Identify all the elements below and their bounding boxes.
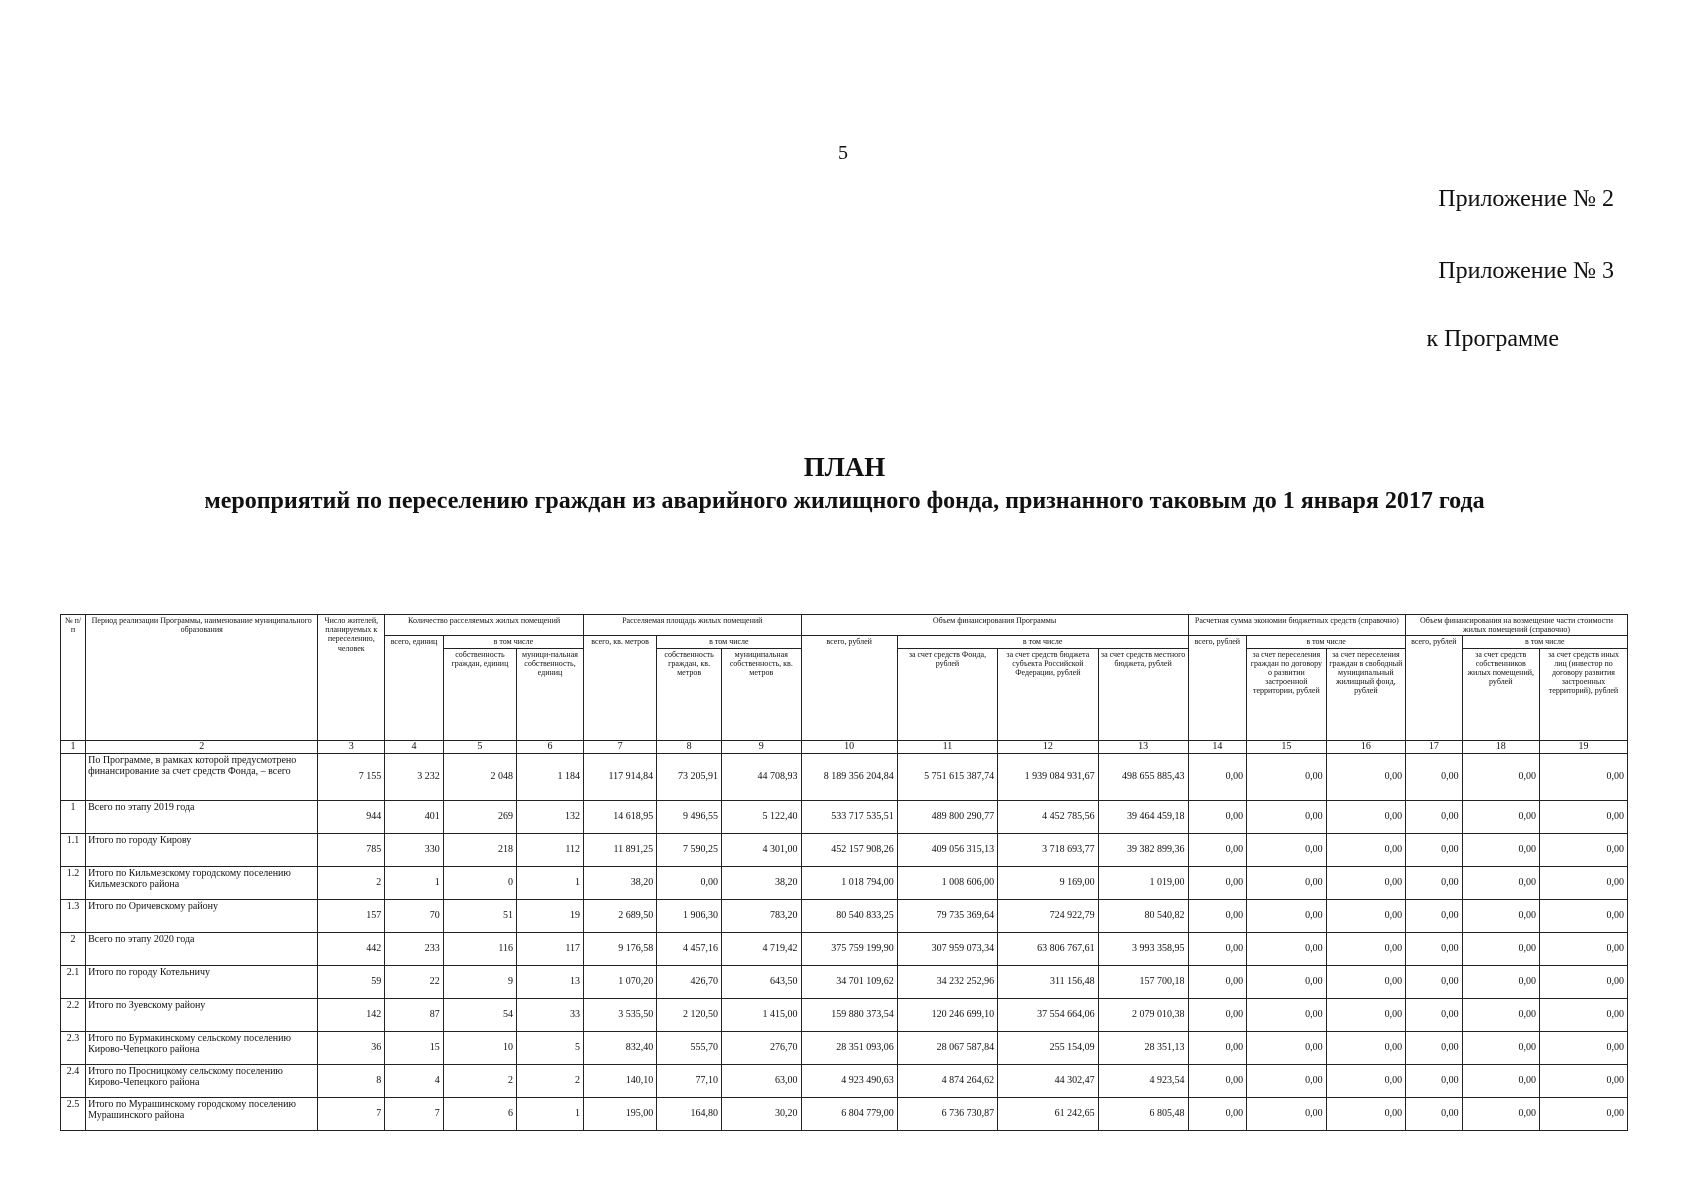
row-index: 1.3 [61,899,86,932]
header-group-area: Расселяемая площадь жилых помещений [583,615,801,636]
cell-col-16: 0,00 [1326,899,1406,932]
cell-col-15: 0,00 [1247,833,1326,866]
cell-col-14: 0,00 [1188,1031,1247,1064]
header-c19: за счет средств иных лиц (инвестор по договору развития застроенных территорий), рублей [1539,648,1627,740]
cell-col-8: 426,70 [657,965,722,998]
cell-col-18: 0,00 [1462,965,1539,998]
cell-col-11: 4 874 264,62 [897,1064,997,1097]
header-group-rooms: Количество расселяемых жилых помещений [385,615,584,636]
cell-col-5: 9 [443,965,516,998]
cell-col-17: 0,00 [1406,998,1462,1031]
cell-col-6: 13 [517,965,584,998]
column-number: 7 [583,740,656,753]
row-index [61,753,86,800]
cell-col-17: 0,00 [1406,800,1462,833]
cell-col-16: 0,00 [1326,833,1406,866]
cell-col-11: 6 736 730,87 [897,1097,997,1130]
column-numbers-row [61,740,1628,753]
cell-col-11: 489 800 290,77 [897,800,997,833]
cell-col-18: 0,00 [1462,866,1539,899]
table-row [61,833,1628,866]
cell-col-11: 307 959 073,34 [897,932,997,965]
cell-col-17: 0,00 [1406,1097,1462,1130]
column-number: 11 [897,740,997,753]
cell-col-5: 116 [443,932,516,965]
cell-col-12: 3 718 693,77 [998,833,1098,866]
cell-col-18: 0,00 [1462,753,1539,800]
table-row [61,965,1628,998]
row-name: Итого по Зуевскому району [86,998,318,1031]
cell-col-13: 3 993 358,95 [1098,932,1188,965]
header-including: в том числе [1247,636,1406,648]
cell-col-13: 80 540,82 [1098,899,1188,932]
row-index: 2.2 [61,998,86,1031]
cell-col-6: 1 [517,1097,584,1130]
table-row [61,932,1628,965]
cell-col-12: 724 922,79 [998,899,1098,932]
cell-col-12: 63 806 767,61 [998,932,1098,965]
cell-col-3: 944 [318,800,385,833]
cell-col-5: 0 [443,866,516,899]
cell-col-7: 140,10 [583,1064,656,1097]
cell-col-18: 0,00 [1462,932,1539,965]
column-number: 13 [1098,740,1188,753]
cell-col-18: 0,00 [1462,800,1539,833]
cell-col-11: 120 246 699,10 [897,998,997,1031]
column-number: 8 [657,740,722,753]
cell-col-3: 7 [318,1097,385,1130]
row-name: Итого по Мурашинскому городскому поселению Мурашинского района [86,1097,318,1130]
cell-col-17: 0,00 [1406,1064,1462,1097]
cell-col-7: 195,00 [583,1097,656,1130]
cell-col-18: 0,00 [1462,1031,1539,1064]
cell-col-16: 0,00 [1326,965,1406,998]
header-group-economy: Расчетная сумма экономии бюджетных средств (справочно) [1188,615,1406,636]
header-c5: собственность граждан, единиц [443,648,516,740]
cell-col-10: 4 923 490,63 [801,1064,897,1097]
cell-col-16: 0,00 [1326,932,1406,965]
row-name: Итого по Просницкому сельскому поселению Кирово-Чепецкого района [86,1064,318,1097]
cell-col-15: 0,00 [1247,899,1326,932]
cell-col-11: 409 056 315,13 [897,833,997,866]
cell-col-3: 7 155 [318,753,385,800]
cell-col-15: 0,00 [1247,1097,1326,1130]
cell-col-13: 157 700,18 [1098,965,1188,998]
row-index: 2 [61,932,86,965]
header-including: в том числе [897,636,1188,648]
cell-col-19: 0,00 [1539,998,1627,1031]
cell-col-5: 2 [443,1064,516,1097]
row-index: 2.3 [61,1031,86,1064]
cell-col-14: 0,00 [1188,866,1247,899]
cell-col-9: 63,00 [722,1064,802,1097]
cell-col-4: 401 [385,800,444,833]
cell-col-9: 4 301,00 [722,833,802,866]
cell-col-10: 8 189 356 204,84 [801,753,897,800]
cell-col-5: 6 [443,1097,516,1130]
cell-col-8: 2 120,50 [657,998,722,1031]
column-number: 5 [443,740,516,753]
cell-col-4: 15 [385,1031,444,1064]
cell-col-9: 4 719,42 [722,932,802,965]
cell-col-9: 38,20 [722,866,802,899]
cell-col-14: 0,00 [1188,965,1247,998]
row-name: Итого по городу Кирову [86,833,318,866]
header-c4: всего, единиц [385,636,444,740]
cell-col-9: 30,20 [722,1097,802,1130]
cell-col-4: 3 232 [385,753,444,800]
cell-col-17: 0,00 [1406,833,1462,866]
document-title: ПЛАН [803,452,886,482]
cell-col-3: 59 [318,965,385,998]
cell-col-13: 498 655 885,43 [1098,753,1188,800]
row-index: 2.1 [61,965,86,998]
cell-col-10: 28 351 093,06 [801,1031,897,1064]
header-c9: муниципальная собственность, кв. метров [722,648,802,740]
column-number: 1 [61,740,86,753]
header-c11: за счет средств Фонда, рублей [897,648,997,740]
cell-col-18: 0,00 [1462,1064,1539,1097]
row-index: 1 [61,800,86,833]
row-name: Итого по Оричевскому району [86,899,318,932]
cell-col-7: 1 070,20 [583,965,656,998]
appendix-line-1: Приложение № 2 [1438,186,1614,212]
cell-col-17: 0,00 [1406,1031,1462,1064]
header-including: в том числе [1462,636,1627,648]
column-number: 2 [86,740,318,753]
header-group-compensation: Объем финансирования на возмещение части стоимости жилых помещений (справочно) [1406,615,1628,636]
cell-col-6: 19 [517,899,584,932]
column-number: 19 [1539,740,1627,753]
cell-col-6: 33 [517,998,584,1031]
row-name: Итого по городу Котельничу [86,965,318,998]
cell-col-19: 0,00 [1539,1097,1627,1130]
cell-col-18: 0,00 [1462,1097,1539,1130]
row-name: Всего по этапу 2019 года [86,800,318,833]
column-number: 18 [1462,740,1539,753]
cell-col-6: 2 [517,1064,584,1097]
cell-col-15: 0,00 [1247,866,1326,899]
cell-col-3: 442 [318,932,385,965]
cell-col-17: 0,00 [1406,753,1462,800]
cell-col-3: 157 [318,899,385,932]
column-number: 14 [1188,740,1247,753]
cell-col-15: 0,00 [1247,1064,1326,1097]
cell-col-14: 0,00 [1188,899,1247,932]
cell-col-19: 0,00 [1539,833,1627,866]
row-name: Всего по этапу 2020 года [86,932,318,965]
cell-col-19: 0,00 [1539,932,1627,965]
cell-col-7: 117 914,84 [583,753,656,800]
cell-col-4: 87 [385,998,444,1031]
column-number: 16 [1326,740,1406,753]
cell-col-3: 785 [318,833,385,866]
cell-col-3: 142 [318,998,385,1031]
cell-col-18: 0,00 [1462,998,1539,1031]
cell-col-9: 1 415,00 [722,998,802,1031]
cell-col-5: 218 [443,833,516,866]
cell-col-14: 0,00 [1188,800,1247,833]
row-index: 1.1 [61,833,86,866]
table-header [61,615,1628,754]
table-row [61,866,1628,899]
row-name: По Программе, в рамках которой предусмотрено финансирование за счет средств Фонда, – всего [86,753,318,800]
header-c18: за счет средств собственников жилых помещений, рублей [1462,648,1539,740]
cell-col-12: 44 302,47 [998,1064,1098,1097]
cell-col-13: 2 079 010,38 [1098,998,1188,1031]
header-residents: Число жителей, планируемых к переселению, человек [318,615,385,741]
column-number: 15 [1247,740,1326,753]
header-c8: собственность граждан, кв. метров [657,648,722,740]
cell-col-9: 276,70 [722,1031,802,1064]
cell-col-10: 34 701 109,62 [801,965,897,998]
cell-col-11: 28 067 587,84 [897,1031,997,1064]
header-c7: всего, кв. метров [583,636,656,740]
header-period: Период реализации Программы, наименование муниципального образования [86,615,318,741]
cell-col-13: 4 923,54 [1098,1064,1188,1097]
cell-col-19: 0,00 [1539,866,1627,899]
cell-col-14: 0,00 [1188,1097,1247,1130]
cell-col-8: 77,10 [657,1064,722,1097]
cell-col-17: 0,00 [1406,932,1462,965]
table-row [61,1031,1628,1064]
row-name: Итого по Кильмезскому городскому поселению Кильмезского района [86,866,318,899]
cell-col-17: 0,00 [1406,866,1462,899]
cell-col-7: 832,40 [583,1031,656,1064]
column-number: 6 [517,740,584,753]
page-number: 5 [838,142,848,164]
column-number: 4 [385,740,444,753]
cell-col-6: 117 [517,932,584,965]
cell-col-12: 4 452 785,56 [998,800,1098,833]
cell-col-7: 14 618,95 [583,800,656,833]
cell-col-19: 0,00 [1539,800,1627,833]
header-c14: всего, рублей [1188,636,1247,740]
cell-col-19: 0,00 [1539,1064,1627,1097]
cell-col-11: 5 751 615 387,74 [897,753,997,800]
cell-col-12: 311 156,48 [998,965,1098,998]
cell-col-10: 1 018 794,00 [801,866,897,899]
cell-col-14: 0,00 [1188,932,1247,965]
cell-col-16: 0,00 [1326,998,1406,1031]
cell-col-15: 0,00 [1247,753,1326,800]
cell-col-14: 0,00 [1188,1064,1247,1097]
cell-col-13: 39 382 899,36 [1098,833,1188,866]
table-body [61,753,1628,1130]
cell-col-10: 159 880 373,54 [801,998,897,1031]
row-index: 2.4 [61,1064,86,1097]
cell-col-17: 0,00 [1406,965,1462,998]
row-index: 2.5 [61,1097,86,1130]
header-c10: всего, рублей [801,636,897,740]
cell-col-3: 8 [318,1064,385,1097]
cell-col-11: 34 232 252,96 [897,965,997,998]
cell-col-9: 44 708,93 [722,753,802,800]
cell-col-9: 783,20 [722,899,802,932]
cell-col-9: 643,50 [722,965,802,998]
row-name: Итого по Бурмакинскому сельскому поселению Кирово-Чепецкого района [86,1031,318,1064]
cell-col-12: 37 554 664,06 [998,998,1098,1031]
document-subtitle: мероприятий по переселению граждан из аварийного жилищного фонда, признанного таковым до 1 января 2017 года [204,488,1485,514]
cell-col-18: 0,00 [1462,899,1539,932]
table-row [61,753,1628,800]
column-number: 10 [801,740,897,753]
cell-col-7: 38,20 [583,866,656,899]
cell-col-16: 0,00 [1326,1097,1406,1130]
cell-col-3: 2 [318,866,385,899]
cell-col-13: 6 805,48 [1098,1097,1188,1130]
cell-col-8: 0,00 [657,866,722,899]
cell-col-4: 1 [385,866,444,899]
cell-col-8: 164,80 [657,1097,722,1130]
cell-col-7: 3 535,50 [583,998,656,1031]
cell-col-12: 255 154,09 [998,1031,1098,1064]
cell-col-6: 112 [517,833,584,866]
cell-col-8: 9 496,55 [657,800,722,833]
header-number: № п/п [61,615,86,741]
column-number: 12 [998,740,1098,753]
cell-col-16: 0,00 [1326,753,1406,800]
column-number: 3 [318,740,385,753]
appendix-line-2: Приложение № 3 [1438,258,1614,284]
cell-col-10: 533 717 535,51 [801,800,897,833]
header-c6: муници-пальная собственность, единиц [517,648,584,740]
header-including: в том числе [443,636,583,648]
cell-col-6: 1 [517,866,584,899]
cell-col-4: 70 [385,899,444,932]
cell-col-4: 4 [385,1064,444,1097]
cell-col-12: 9 169,00 [998,866,1098,899]
column-number: 9 [722,740,802,753]
cell-col-13: 39 464 459,18 [1098,800,1188,833]
plan-table [60,614,1628,1131]
header-c13: за счет средств местного бюджета, рублей [1098,648,1188,740]
cell-col-5: 51 [443,899,516,932]
cell-col-6: 132 [517,800,584,833]
cell-col-7: 9 176,58 [583,932,656,965]
cell-col-18: 0,00 [1462,833,1539,866]
cell-col-15: 0,00 [1247,965,1326,998]
cell-col-16: 0,00 [1326,866,1406,899]
cell-col-19: 0,00 [1539,899,1627,932]
cell-col-19: 0,00 [1539,1031,1627,1064]
header-c15: за счет переселения граждан по договору о развитии застроенной территории, рублей [1247,648,1326,740]
cell-col-15: 0,00 [1247,800,1326,833]
cell-col-7: 2 689,50 [583,899,656,932]
cell-col-8: 7 590,25 [657,833,722,866]
cell-col-10: 452 157 908,26 [801,833,897,866]
row-index: 1.2 [61,866,86,899]
cell-col-5: 2 048 [443,753,516,800]
cell-col-15: 0,00 [1247,998,1326,1031]
cell-col-12: 61 242,65 [998,1097,1098,1130]
table-row [61,1064,1628,1097]
cell-col-5: 10 [443,1031,516,1064]
cell-col-13: 28 351,13 [1098,1031,1188,1064]
cell-col-14: 0,00 [1188,833,1247,866]
column-number: 17 [1406,740,1462,753]
cell-col-4: 330 [385,833,444,866]
cell-col-19: 0,00 [1539,753,1627,800]
cell-col-6: 1 184 [517,753,584,800]
cell-col-8: 4 457,16 [657,932,722,965]
header-c12: за счет средств бюджета субъекта Российской Федерации, рублей [998,648,1098,740]
cell-col-8: 73 205,91 [657,753,722,800]
table-row [61,899,1628,932]
cell-col-4: 233 [385,932,444,965]
table-row [61,998,1628,1031]
cell-col-10: 6 804 779,00 [801,1097,897,1130]
cell-col-12: 1 939 084 931,67 [998,753,1098,800]
cell-col-4: 22 [385,965,444,998]
header-c16: за счет переселения граждан в свободный муниципальный жилищный фонд, рублей [1326,648,1406,740]
cell-col-15: 0,00 [1247,932,1326,965]
cell-col-10: 80 540 833,25 [801,899,897,932]
cell-col-17: 0,00 [1406,899,1462,932]
cell-col-13: 1 019,00 [1098,866,1188,899]
cell-col-11: 1 008 606,00 [897,866,997,899]
cell-col-19: 0,00 [1539,965,1627,998]
cell-col-16: 0,00 [1326,1031,1406,1064]
header-including: в том числе [657,636,801,648]
cell-col-6: 5 [517,1031,584,1064]
cell-col-3: 36 [318,1031,385,1064]
cell-col-14: 0,00 [1188,753,1247,800]
cell-col-4: 7 [385,1097,444,1130]
table-row [61,800,1628,833]
cell-col-5: 269 [443,800,516,833]
cell-col-9: 5 122,40 [722,800,802,833]
cell-col-7: 11 891,25 [583,833,656,866]
cell-col-5: 54 [443,998,516,1031]
cell-col-11: 79 735 369,64 [897,899,997,932]
table-row [61,1097,1628,1130]
cell-col-16: 0,00 [1326,800,1406,833]
cell-col-16: 0,00 [1326,1064,1406,1097]
appendix-line-3: к Программе [1426,326,1559,352]
cell-col-8: 555,70 [657,1031,722,1064]
cell-col-14: 0,00 [1188,998,1247,1031]
cell-col-8: 1 906,30 [657,899,722,932]
header-group-financing: Объем финансирования Программы [801,615,1188,636]
cell-col-15: 0,00 [1247,1031,1326,1064]
header-c17: всего, рублей [1406,636,1462,740]
cell-col-10: 375 759 199,90 [801,932,897,965]
